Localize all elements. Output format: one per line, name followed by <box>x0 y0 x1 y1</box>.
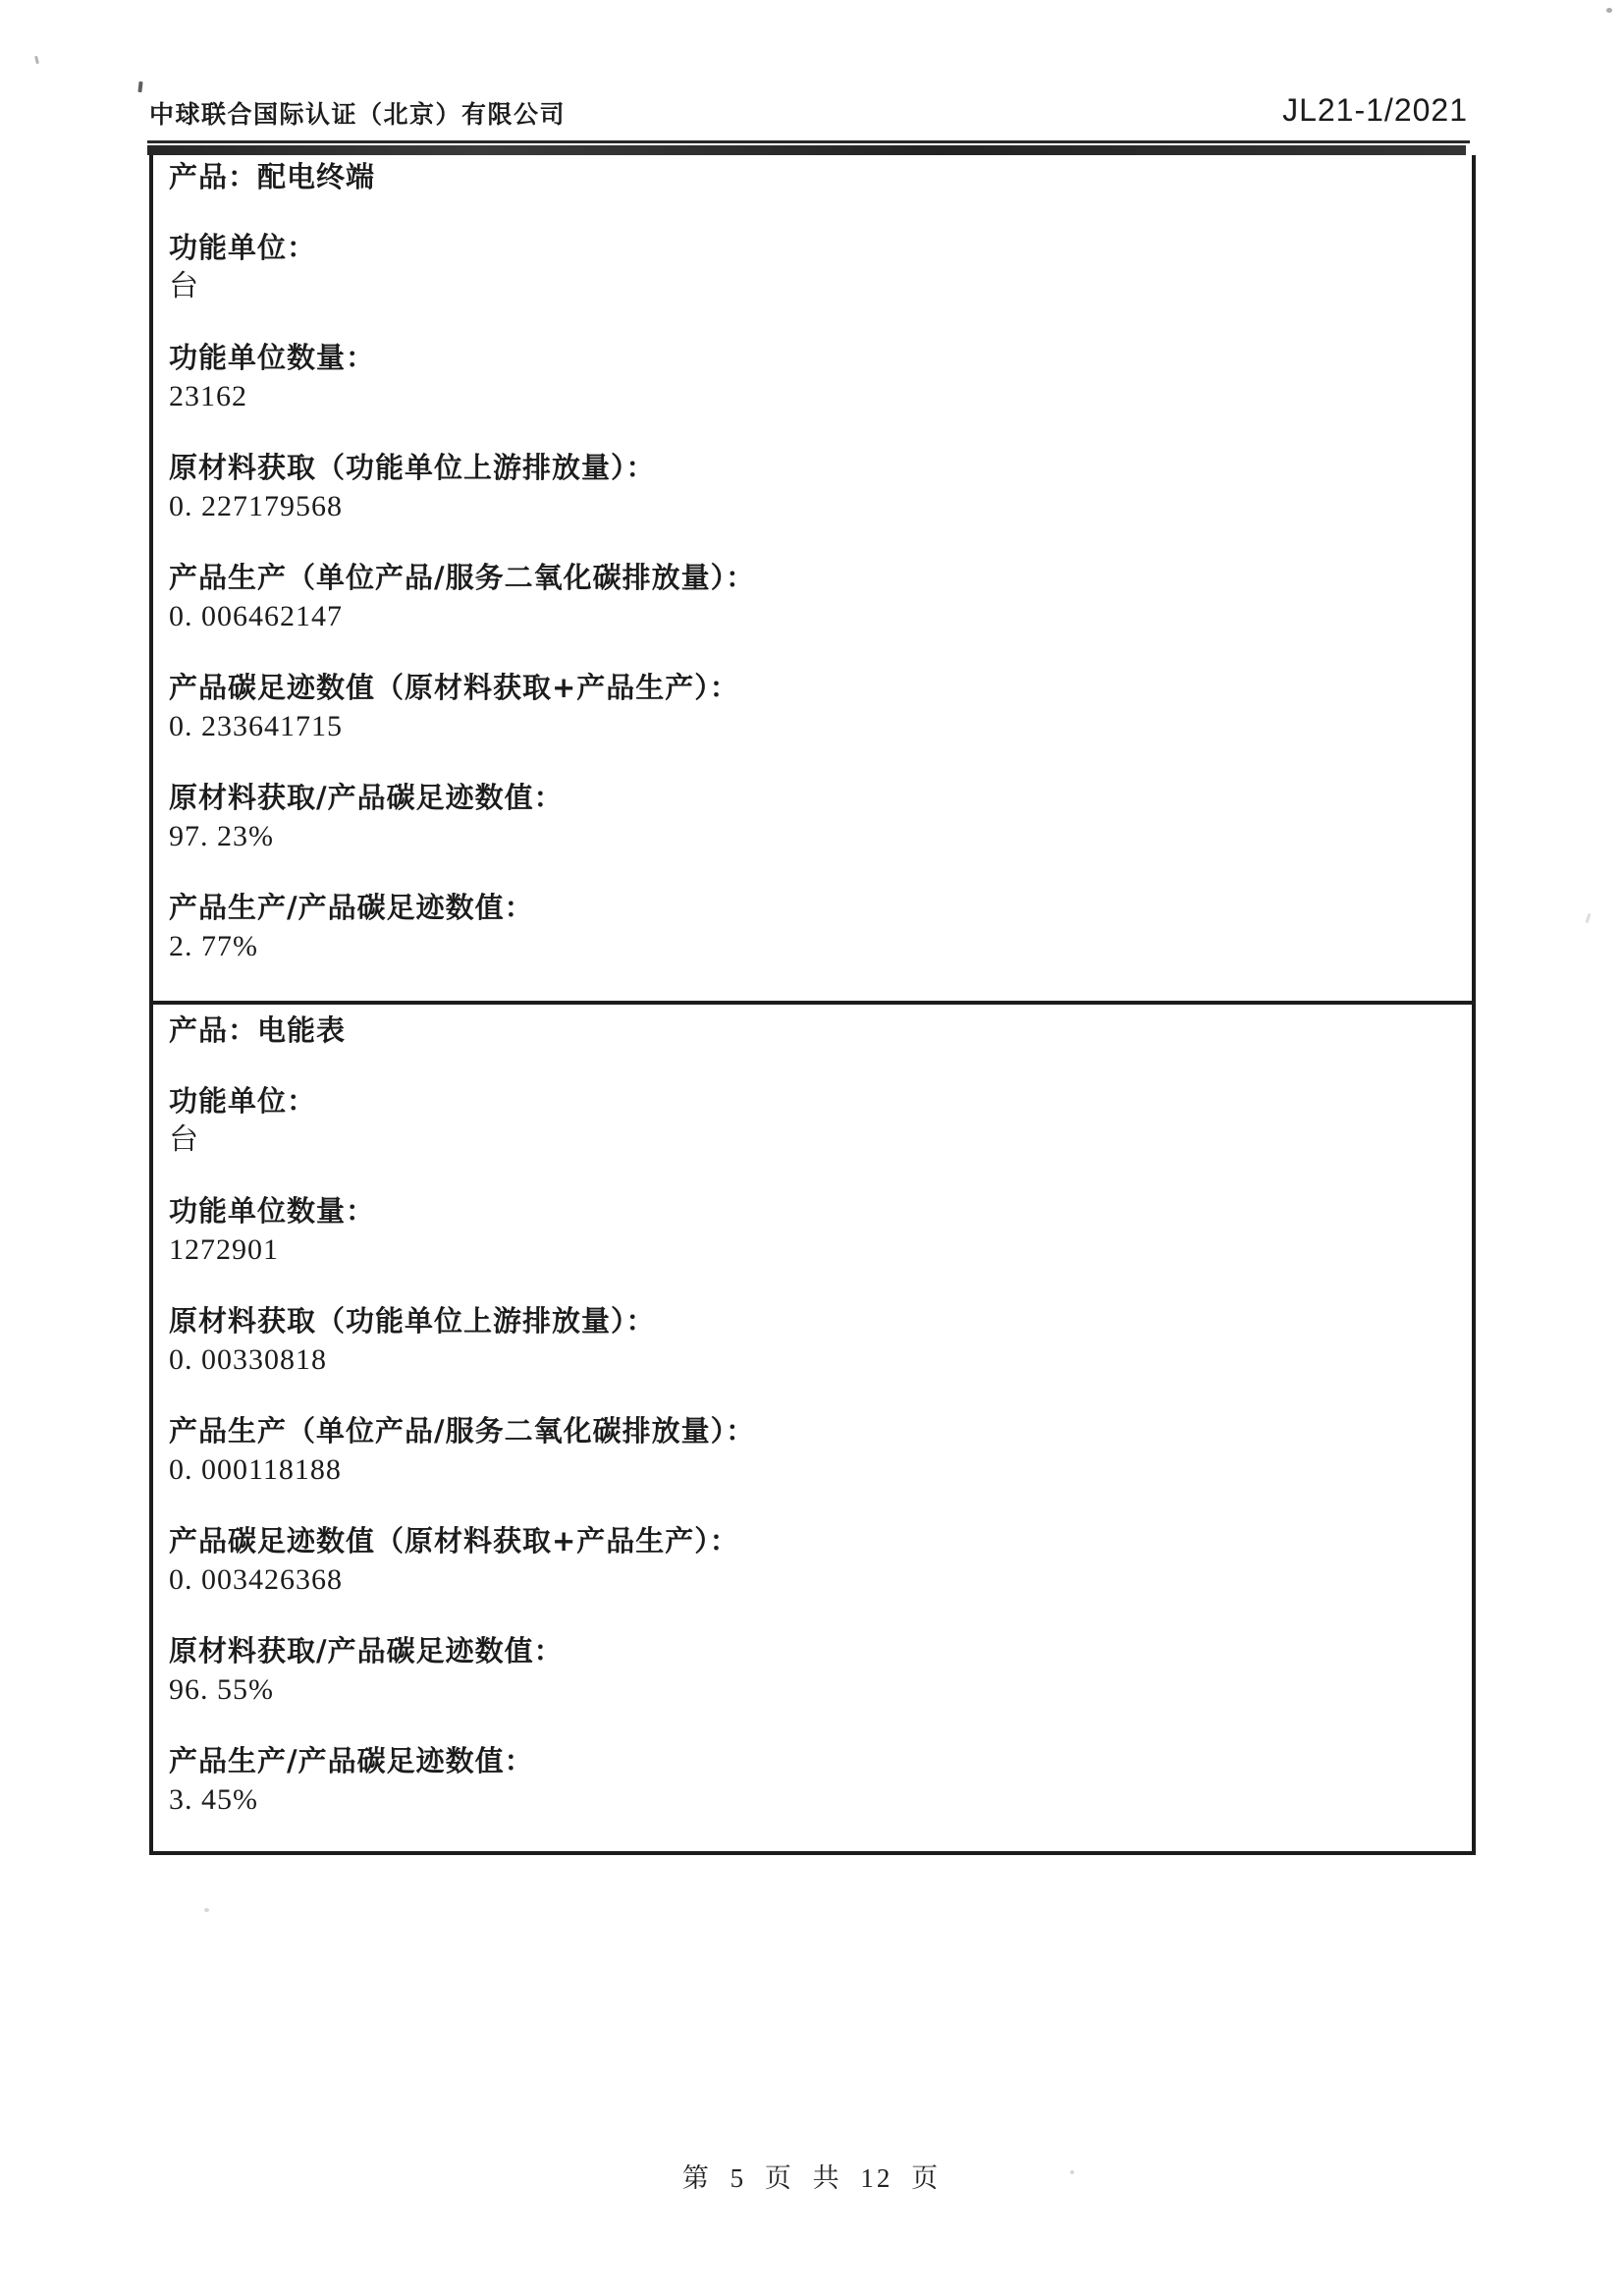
field-value: 0. 233641715 <box>169 710 343 742</box>
field-label: 原材料获取/产品碳足迹数值： <box>169 781 564 814</box>
field-label: 功能单位数量： <box>169 341 376 374</box>
field-group <box>169 1741 1452 1820</box>
field-value: 2. 77% <box>169 930 258 962</box>
field-label: 产品生产/产品碳足迹数值： <box>169 1744 534 1777</box>
field-label: 产品碳足迹数值（原材料获取+产品生产）： <box>169 671 739 704</box>
field-group <box>169 558 1452 636</box>
product-section-1 <box>149 155 1476 1005</box>
field-group <box>169 1081 1452 1160</box>
product-title: 产品：配电终端 <box>169 160 376 193</box>
product-section-2 <box>149 1005 1476 1855</box>
scan-artifact <box>1606 8 1612 13</box>
scan-artifact <box>34 56 39 64</box>
field-group <box>169 1411 1452 1490</box>
field-value: 0. 006462147 <box>169 600 343 632</box>
field-label: 原材料获取/产品碳足迹数值： <box>169 1634 564 1667</box>
field-label: 产品生产（单位产品/服务二氧化碳排放量）： <box>169 1414 756 1448</box>
field-group <box>169 888 1452 966</box>
field-group <box>169 1301 1452 1380</box>
header-doc-number: JL21-1/2021 <box>1282 92 1468 128</box>
field-value: 96. 55% <box>169 1673 274 1706</box>
field-label: 产品生产（单位产品/服务二氧化碳排放量）： <box>169 561 756 594</box>
field-value: 3. 45% <box>169 1783 258 1816</box>
field-value: 0. 000118188 <box>169 1453 342 1486</box>
product-title: 产品：电能表 <box>169 1013 347 1047</box>
page-footer: 第 5 页 共 12 页 <box>681 2163 942 2193</box>
scan-artifact <box>1586 913 1592 923</box>
field-group <box>169 1191 1452 1270</box>
field-label: 原材料获取（功能单位上游排放量）： <box>169 1304 656 1338</box>
field-group <box>169 338 1452 416</box>
header-rule <box>147 140 1470 143</box>
header-company-name: 中球联合国际认证（北京）有限公司 <box>149 100 567 129</box>
header-thick-bar <box>147 145 1466 155</box>
field-label: 功能单位数量： <box>169 1194 376 1228</box>
scan-artifact <box>137 82 142 92</box>
field-label: 原材料获取（功能单位上游排放量）： <box>169 451 656 484</box>
field-value: 台 <box>169 270 199 302</box>
field-label: 产品碳足迹数值（原材料获取+产品生产）： <box>169 1524 739 1558</box>
field-value: 1272901 <box>169 1233 279 1266</box>
field-value: 台 <box>169 1123 199 1156</box>
field-label: 功能单位： <box>169 1084 317 1118</box>
field-label: 功能单位： <box>169 231 317 264</box>
field-group <box>169 228 1452 306</box>
field-value: 0. 003426368 <box>169 1563 343 1596</box>
field-value: 97. 23% <box>169 820 274 852</box>
field-value: 0. 227179568 <box>169 490 343 522</box>
field-group <box>169 1521 1452 1600</box>
field-group <box>169 778 1452 856</box>
field-group <box>169 668 1452 746</box>
field-group <box>169 448 1452 526</box>
field-value: 0. 00330818 <box>169 1343 327 1376</box>
field-label: 产品生产/产品碳足迹数值： <box>169 891 534 924</box>
scan-artifact <box>204 1908 209 1912</box>
field-value: 23162 <box>169 380 247 412</box>
field-group <box>169 1631 1452 1710</box>
